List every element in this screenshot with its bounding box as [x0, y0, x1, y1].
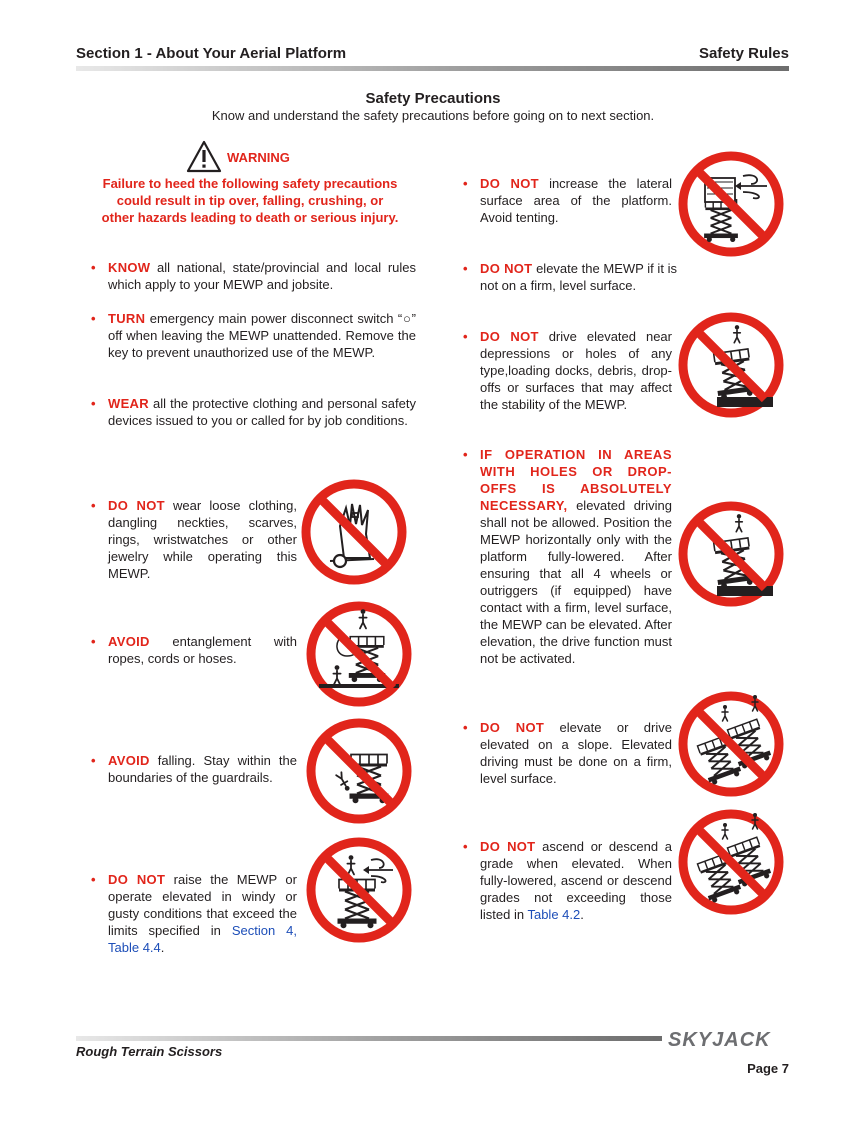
rule-text: increase the lateral surface area of the platform. Avoid tenting. — [480, 176, 672, 225]
skyjack-logo — [666, 1026, 790, 1050]
rule-no-slope: • DO NOT elevate or drive elevated on a slope. Elevated driving must be done on a firm, level surface. — [463, 720, 672, 786]
rule-text: entanglement with ropes, cords or hoses. — [108, 634, 297, 666]
rule-turn: • TURN emergency main power disconnect switch “○” off when leaving the MEWP unattended. Remove the key to prevent unauthorized use of the MEWP. — [91, 311, 416, 360]
rule-keyword: AVOID — [108, 753, 150, 768]
rule-text: raise the MEWP or operate elevated in windy or gusty conditions that exceed the limits specified in — [108, 872, 297, 938]
rule-keyword: DO NOT — [480, 839, 536, 854]
page-number: Page 7 — [747, 1061, 789, 1076]
rule-text: elevated driving shall not be allowed. Position the MEWP horizontally only with the platform fully-lowered. After ensuring that all 4 wheels or outriggers (if equipped) have contact with a firm, level surface, the MEWP can be elevated. After elevation, the drive function must not be activated. — [480, 498, 672, 666]
no-entanglement-icon — [305, 600, 413, 708]
rule-no-wind: • DO NOT raise the MEWP or operate elevated in windy or gusty conditions that exceed the limits specified in Section 4, Table 4.4. — [91, 872, 297, 955]
rule-text: falling. Stay within the boundaries of the guardrails. — [108, 753, 297, 785]
rule-text: all national, state/provincial and local rules which apply to your MEWP and jobsite. — [108, 260, 416, 292]
warning-triangle-icon — [186, 140, 222, 174]
table-4-2-link[interactable]: Table 4.2 — [527, 907, 581, 922]
rule-holes-dropoffs: • IF OPERATION IN AREAS WITH HOLES OR DROP-OFFS IS ABSOLUTELY NECESSARY, elevated driving shall not be allowed. Position the MEWP horizontally only with the platform fully-lowered. After ensuring that all 4 wheels or outriggers (if equipped) have contact with a firm, level surface, the MEWP can be elevated. After elevation, the drive function must not be activated. — [463, 447, 672, 666]
rule-text: ascend or descend a grade when elevated. When fully-lowered, ascend or descend grades not exceeding those listed in — [480, 839, 672, 922]
rule-avoid-falling: • AVOID falling. Stay within the boundaries of the guardrails. — [91, 753, 297, 785]
section-heading: Section 1 - About Your Aerial Platform — [76, 45, 347, 62]
rule-no-tenting: • DO NOT increase the lateral surface area of the platform. Avoid tenting. — [463, 176, 672, 225]
holes-dropoffs-icon — [677, 500, 785, 608]
rule-no-depressions: • DO NOT drive elevated near depressions or holes of any type,loading docks, debris, drop-offs or surfaces that may affect the stability of the MEWP. — [463, 329, 672, 412]
no-wind-icon — [305, 836, 413, 944]
rule-keyword: DO NOT — [480, 261, 533, 276]
no-grade-elevated-icon — [677, 808, 785, 916]
rule-text: emergency main power disconnect switch “○” off when leaving the MEWP unattended. Remove the key to prevent unauthorized use of the MEWP. — [108, 311, 416, 360]
rule-keyword: WEAR — [108, 396, 149, 411]
section-4-link[interactable]: Section 4, Table 4.4 — [108, 923, 297, 955]
rule-keyword: AVOID — [108, 634, 150, 649]
svg-text:SKYJACK: SKYJACK — [668, 1029, 771, 1050]
warning-label: WARNING — [227, 150, 290, 165]
rule-keyword: DO NOT — [480, 329, 539, 344]
rule-keyword: TURN — [108, 311, 146, 326]
header-rule — [76, 66, 789, 71]
page-title: Safety Precautions — [365, 90, 501, 107]
rule-text: elevate the MEWP if it is not on a firm, level surface. — [480, 261, 677, 293]
footer-rule — [76, 1036, 662, 1041]
rule-keyword: DO NOT — [108, 872, 166, 887]
warning-header — [186, 140, 316, 174]
no-slope-elevated-icon — [677, 690, 785, 798]
rule-know: • KNOW all national, state/provincial and local rules which apply to your MEWP and jobsite. — [91, 260, 416, 292]
rule-no-grade: • DO NOT ascend or descend a grade when elevated. When fully-lowered, ascend or descend grades not exceeding those listed in Table 4.2. — [463, 839, 672, 922]
footer-product: Rough Terrain Scissors — [76, 1044, 223, 1059]
warning-text: Failure to heed the following safety precautions could result in tip over, falling, crushing, or other hazards leading to death or serious injury. — [101, 176, 399, 225]
topic-heading: Safety Rules — [698, 45, 789, 62]
no-depressions-icon — [677, 311, 785, 419]
rule-no-jewelry: • DO NOT wear loose clothing, dangling neckties, scarves, rings, wristwatches or other jewelry while operating this MEWP. — [91, 498, 297, 581]
rule-keyword: DO NOT — [108, 498, 165, 513]
rule-keyword: DO NOT — [480, 720, 545, 735]
rule-text: drive elevated near depressions or holes of any type,loading docks, debris, drop-offs or surfaces that may affect the stability of the MEWP. — [480, 329, 672, 412]
rule-wear: • WEAR all the protective clothing and personal safety devices issued to you or called for by job conditions. — [91, 396, 416, 428]
rule-firm-level: • DO NOT elevate the MEWP if it is not on a firm, level surface. — [463, 261, 677, 293]
rule-text: elevate or drive elevated on a slope. Elevated driving must be done on a firm, level surface. — [480, 720, 672, 786]
no-tenting-icon — [677, 150, 785, 258]
rule-text: all the protective clothing and personal safety devices issued to you or called for by job conditions. — [108, 396, 416, 428]
rule-avoid-entanglement: • AVOID entanglement with ropes, cords or hoses. — [91, 634, 297, 666]
page-subtitle: Know and understand the safety precautions before going on to next section. — [211, 108, 655, 123]
rule-keyword: KNOW — [108, 260, 151, 275]
no-falling-icon — [305, 717, 413, 825]
rule-keyword: DO NOT — [480, 176, 539, 191]
no-jewelry-icon — [300, 478, 408, 586]
rule-text: wear loose clothing, dangling neckties, scarves, rings, wristwatches or other jewelry while operating this MEWP. — [108, 498, 297, 581]
rule-keyword: IF OPERATION IN AREAS WITH HOLES OR DROP-OFFS IS ABSOLUTELY NECESSARY, — [480, 447, 672, 513]
